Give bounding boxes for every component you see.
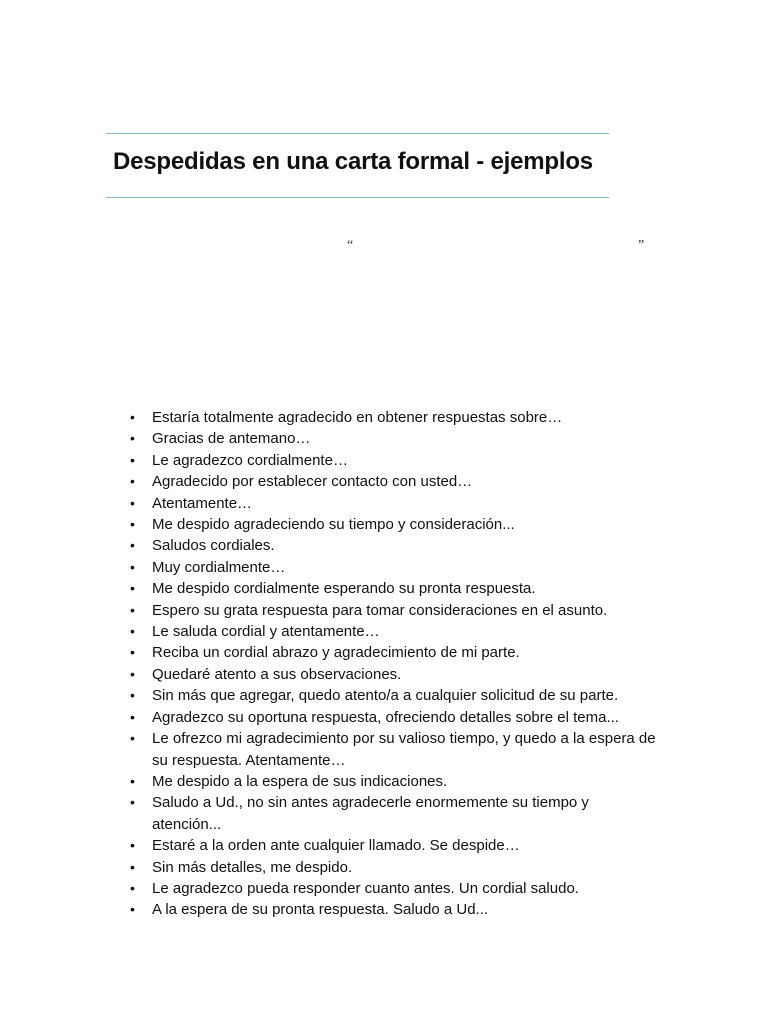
- list-item: • Muy cordialmente…: [152, 557, 657, 578]
- title-bottom-rule: [106, 197, 609, 198]
- list-item: • Quedaré atento a sus observaciones.: [152, 664, 657, 685]
- list-item: • Me despido a la espera de sus indicaciones.: [152, 771, 657, 792]
- list-item: • Saludos cordiales.: [152, 535, 657, 556]
- list-item: • Sin más detalles, me despido.: [152, 857, 657, 878]
- opening-quote-mark: “: [347, 238, 354, 253]
- list-item: • Le saluda cordial y atentamente…: [152, 621, 657, 642]
- list-item: • A la espera de su pronta respuesta. Saludo a Ud...: [152, 899, 657, 920]
- list-item: • Estaría totalmente agradecido en obtener respuestas sobre…: [152, 407, 657, 428]
- list-item: • Espero su grata respuesta para tomar consideraciones en el asunto.: [152, 600, 657, 621]
- list-item: • Le agradezco cordialmente…: [152, 450, 657, 471]
- list-item: • Le agradezco pueda responder cuanto antes. Un cordial saludo.: [152, 878, 657, 899]
- farewell-list: [152, 407, 657, 921]
- list-item: • Sin más que agregar, quedo atento/a a cualquier solicitud de su parte.: [152, 685, 657, 706]
- title-top-rule: [106, 133, 609, 134]
- list-item: • Agradecido por establecer contacto con usted…: [152, 471, 657, 492]
- list-item: • Gracias de antemano…: [152, 428, 657, 449]
- list-item: • Atentamente…: [152, 493, 657, 514]
- list-item: • Me despido agradeciendo su tiempo y consideración...: [152, 514, 657, 535]
- list-item: • Agradezco su oportuna respuesta, ofreciendo detalles sobre el tema...: [152, 707, 657, 728]
- list-item: • Reciba un cordial abrazo y agradecimiento de mi parte.: [152, 642, 657, 663]
- list-item: • Saludo a Ud., no sin antes agradecerle enormemente su tiempo y atención...: [152, 792, 657, 835]
- list-item: • Me despido cordialmente esperando su pronta respuesta.: [152, 578, 657, 599]
- list-item: • Le ofrezco mi agradecimiento por su valioso tiempo, y quedo a la espera de su respuesta. Atentamente…: [152, 728, 657, 771]
- closing-quote-mark: ”: [638, 238, 645, 253]
- list-item: • Estaré a la orden ante cualquier llamado. Se despide…: [152, 835, 657, 856]
- page-title: Despedidas en una carta formal - ejemplos: [113, 148, 593, 175]
